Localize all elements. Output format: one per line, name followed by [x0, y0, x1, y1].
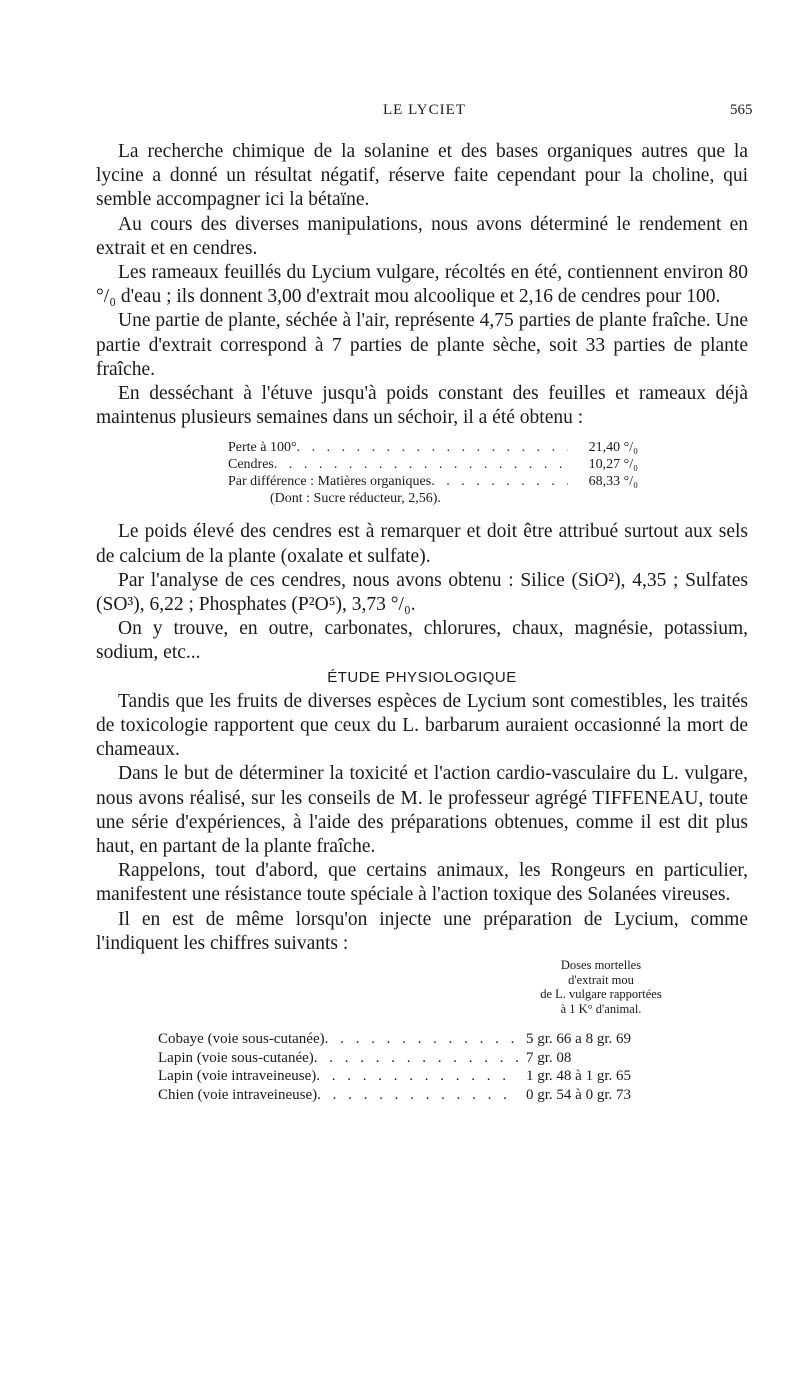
paragraph: Par l'analyse de ces cendres, nous avons obtenu : Silice (SiO²), 4,35 ; Sulfates (SO³), 6,22 ; Phosphates (P²O⁵), 3,73 °/₀. [96, 569, 748, 616]
paragraph: Le poids élevé des cendres est à remarquer et doit être attribué surtout aux sels de calcium de la plante (oxalate et sulfate). [96, 521, 748, 567]
running-title: LE LYCIET [383, 102, 466, 118]
table-label: Chien (voie intraveineuse) [158, 1086, 318, 1103]
leader-dots [274, 456, 568, 473]
table-label: Cobaye (voie sous-cutanée) [158, 1031, 325, 1048]
leader-dots [297, 439, 568, 456]
table-label: Lapin (voie sous-cutanée) [158, 1049, 314, 1066]
paragraph: Il en est de même lorsqu'on injecte une préparation de Lycium, comme l'indiquent les chiffres suivants : [96, 908, 748, 954]
leader-dots [314, 1049, 518, 1068]
leader-dots [317, 1086, 518, 1105]
paragraph: En desséchant à l'étuve jusqu'à poids constant des feuilles et rameaux déjà maintenus plusieurs semaines dans un séchoir, il a été obtenu : [96, 383, 748, 429]
leader-dots [325, 1030, 518, 1049]
table-row [158, 1086, 706, 1105]
leader-dots [431, 473, 568, 490]
table-value: 1 gr. 48 à 1 gr. 65 [526, 1068, 631, 1085]
table-label: Perte à 100° [228, 440, 297, 456]
paragraph: Tandis que les fruits de diverses espèces de Lycium sont comestibles, les traités de toxicologie rapportent que ceux du L. barbarum auraient occasionné la mort de chameaux. [96, 690, 748, 761]
page-header [0, 102, 800, 126]
paragraph: Rappelons, tout d'abord, que certains animaux, les Rongeurs en particulier, manifestent une résistance toute spéciale à l'action toxique des Solanées vireuses. [96, 860, 748, 906]
leader-dots [316, 1067, 518, 1086]
table-label: Cendres [228, 457, 274, 473]
doses-table [158, 1030, 706, 1104]
table-row [158, 1067, 706, 1086]
paragraph: On y trouve, en outre, carbonates, chlorures, chaux, magnésie, potassium, sodium, etc... [96, 618, 748, 664]
composition-table [228, 439, 638, 507]
table-value: 68,33 °/₀ [588, 474, 638, 490]
paragraph: Une partie de plante, séchée à l'air, représente 4,75 parties de plante fraîche. Une partie d'extrait correspond à 7 parties de plante sèche, soit 33 parties de plante fraîche. [96, 310, 748, 380]
table-row [228, 456, 638, 473]
doses-header-line: Doses mortelles [560, 958, 642, 973]
table-row [228, 439, 638, 456]
paragraph: Dans le but de déterminer la toxicité et l'action cardio-vasculaire du L. vulgare, nous avons réalisé, sur les conseils de M. le professeur agrégé TIFFENEAU, toute une série d'expériences, à l'aide des préparations obtenues, comme il est dit plus haut, en partant de la plante fraîche. [96, 763, 748, 858]
paragraph: La recherche chimique de la solanine et des bases organiques autres que la lycine a donné un résultat négatif, réserve faite cependant pour la choline, qui semble accompagner ici la bétaïne. [96, 141, 748, 211]
table-value: 21,40 °/₀ [588, 440, 638, 456]
table-row [158, 1049, 706, 1068]
table-value: 10,27 °/₀ [588, 457, 638, 473]
table-value: 0 gr. 54 à 0 gr. 73 [526, 1086, 631, 1103]
table-label: Lapin (voie intraveineuse) [158, 1068, 317, 1085]
page-number: 565 [730, 102, 753, 118]
table-note: (Dont : Sucre réducteur, 2,56). [270, 491, 441, 507]
table-value: 7 gr. 08 [526, 1049, 572, 1066]
paragraph: Au cours des diverses manipulations, nous avons déterminé le rendement en extrait et en cendres. [96, 213, 748, 259]
section-heading: ÉTUDE PHYSIOLOGIQUE [327, 668, 517, 686]
table-row [158, 1030, 706, 1049]
table-row [228, 473, 638, 490]
doses-header-line: de L. vulgare rapportées [540, 987, 662, 1002]
page-body [96, 140, 748, 1104]
doses-header-line: d'extrait mou [568, 972, 634, 987]
table-value: 5 gr. 66 a 8 gr. 69 [526, 1031, 631, 1048]
paragraph: Les rameaux feuillés du Lycium vulgare, récoltés en été, contiennent environ 80 °/₀ d'eau ; ils donnent 3,00 d'extrait mou alcoolique et 2,16 de cendres pour 100. [96, 262, 748, 308]
table-label: Par différence : Matières organiques [228, 474, 432, 490]
doses-header-line: à 1 K° d'animal. [560, 1001, 642, 1016]
doses-column-header [516, 958, 686, 1016]
